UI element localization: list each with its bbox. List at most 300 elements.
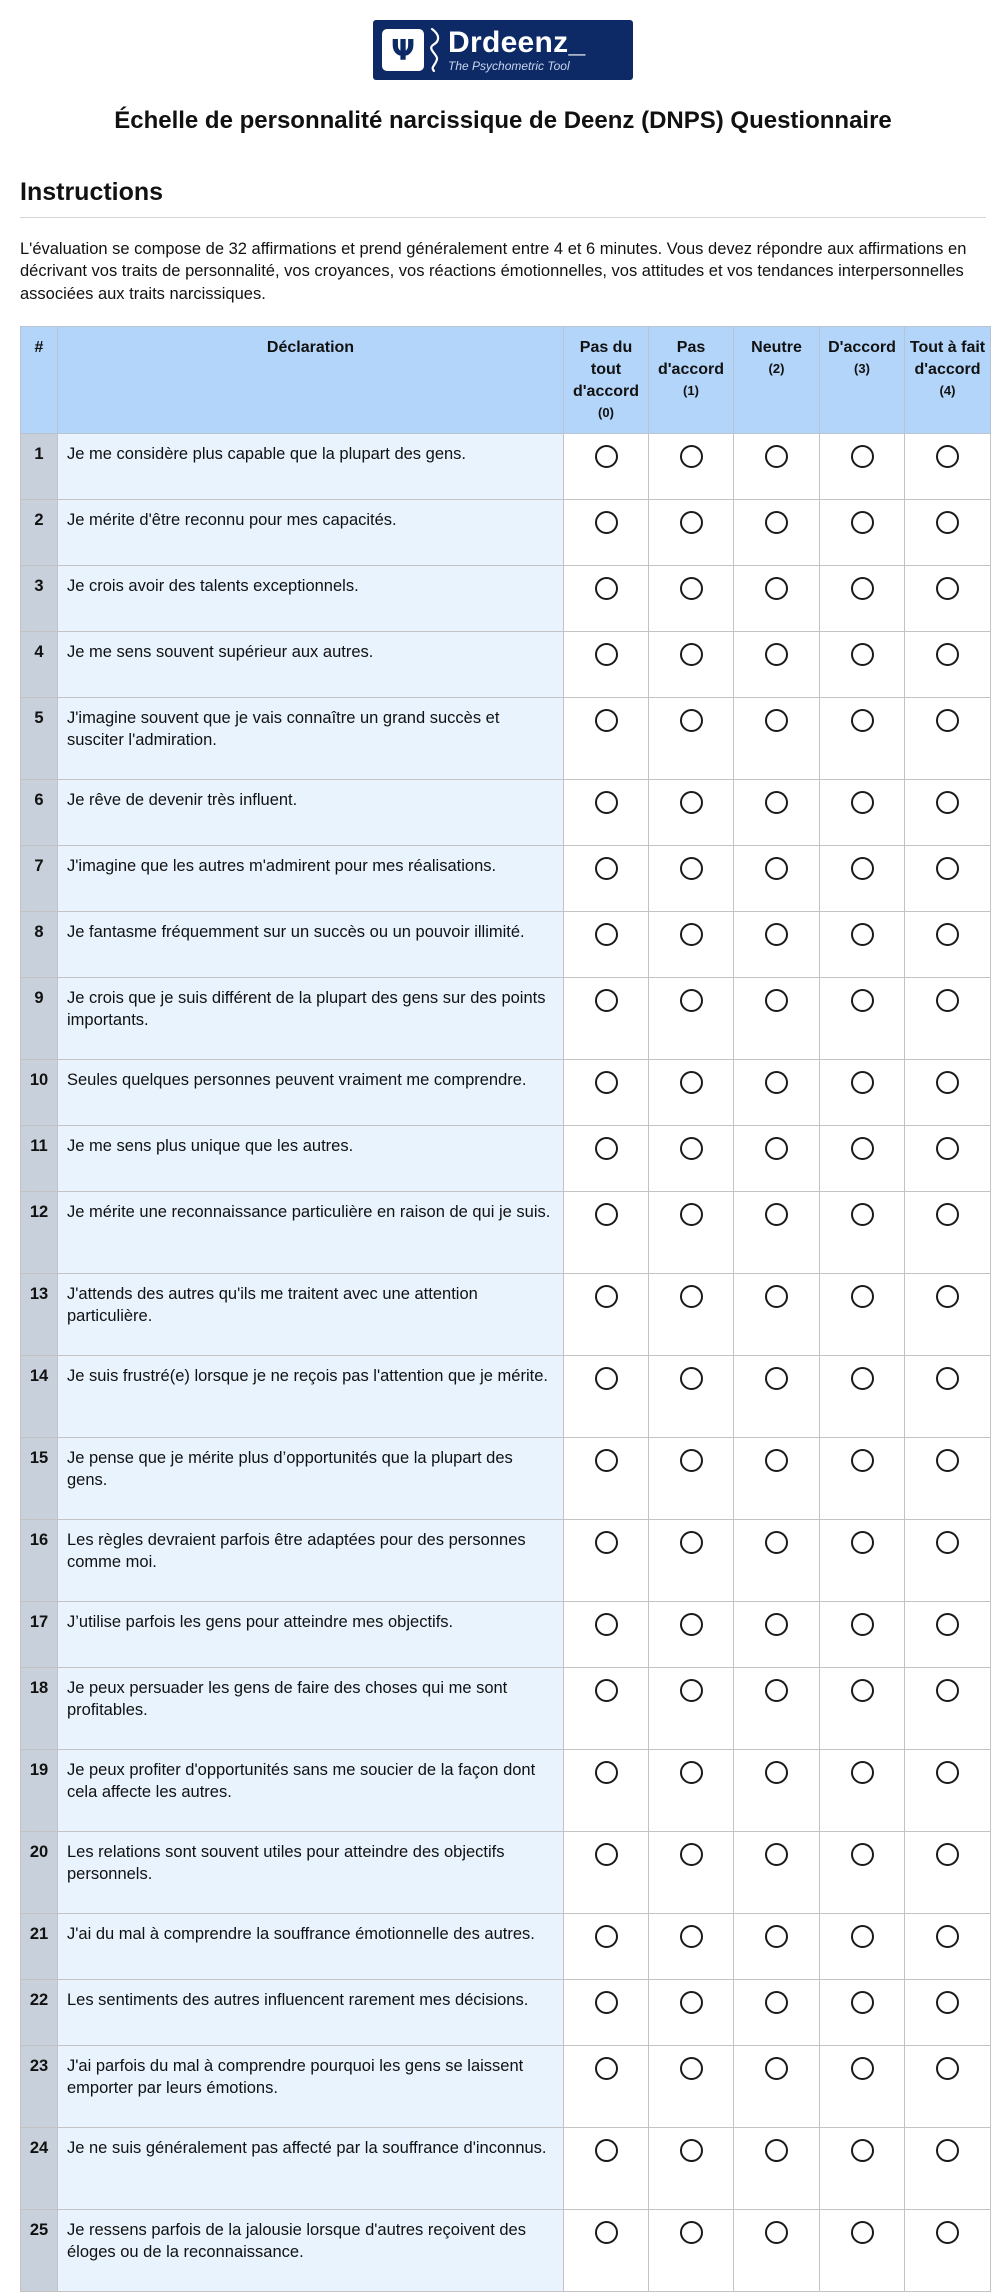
answer-radio-0[interactable] [595, 1137, 618, 1160]
answer-cell [734, 2046, 820, 2128]
question-statement: Je peux persuader les gens de faire des choses qui me sont profitables. [58, 1668, 564, 1750]
option-label: Tout à fait d'accord [909, 339, 986, 379]
answer-radio-0[interactable] [595, 1925, 618, 1948]
answer-cell [820, 2210, 905, 2292]
answer-cell [564, 1126, 649, 1192]
answer-cell [905, 978, 991, 1060]
option-code: (3) [854, 361, 870, 377]
table-row [21, 434, 991, 500]
table-row [21, 1914, 991, 1980]
answer-cell [734, 698, 820, 780]
answer-cell [649, 1832, 734, 1914]
answer-cell [905, 2128, 991, 2210]
table-row [21, 632, 991, 698]
answer-cell [649, 1274, 734, 1356]
answer-cell [564, 566, 649, 632]
answer-cell [649, 434, 734, 500]
answer-radio-2[interactable] [765, 2057, 788, 2080]
answer-cell [734, 978, 820, 1060]
answer-radio-4[interactable] [936, 857, 959, 880]
answer-radio-2[interactable] [765, 577, 788, 600]
answer-radio-3[interactable] [851, 2221, 874, 2244]
answer-cell [905, 2046, 991, 2128]
answer-cell [649, 1602, 734, 1668]
answer-cell [905, 434, 991, 500]
answer-cell [734, 912, 820, 978]
answer-cell [905, 1274, 991, 1356]
answer-radio-4[interactable] [936, 1679, 959, 1702]
answer-cell [820, 1192, 905, 1274]
answer-radio-2[interactable] [765, 2221, 788, 2244]
answer-radio-3[interactable] [851, 511, 874, 534]
answer-cell [649, 912, 734, 978]
answer-cell [734, 1750, 820, 1832]
answer-cell [734, 1438, 820, 1520]
answer-cell [734, 1192, 820, 1274]
answer-cell [734, 1126, 820, 1192]
option-label: D'accord [828, 339, 896, 357]
table-row [21, 912, 991, 978]
question-statement: Les relations sont souvent utiles pour atteindre des objectifs personnels. [58, 1832, 564, 1914]
answer-cell [820, 1750, 905, 1832]
question-number: 18 [21, 1668, 58, 1750]
answer-radio-3[interactable] [851, 577, 874, 600]
answer-cell [905, 1520, 991, 1602]
answer-cell [905, 500, 991, 566]
answer-radio-2[interactable] [765, 1531, 788, 1554]
answer-radio-0[interactable] [595, 1449, 618, 1472]
answer-radio-0[interactable] [595, 989, 618, 1012]
answer-cell [905, 2210, 991, 2292]
answer-cell [649, 1914, 734, 1980]
answer-radio-1[interactable] [680, 989, 703, 1012]
option-label: Pas d'accord [657, 339, 725, 379]
answer-radio-3[interactable] [851, 857, 874, 880]
question-statement: Je me sens plus unique que les autres. [58, 1126, 564, 1192]
answer-cell [820, 2046, 905, 2128]
table-row [21, 698, 991, 780]
instructions-text: L'évaluation se compose de 32 affirmations et prend généralement entre 4 et 6 minutes. Vous devez répondre aux affirmations en décrivant vos traits de personnalité, vos croyances, vos réactions émotionnelles, vos attitudes et vos tendances interpersonnelles associées aux traits narcissiques. [20, 239, 967, 303]
table-row [21, 1438, 991, 1520]
column-header-option-2 [734, 327, 820, 434]
answer-cell [820, 632, 905, 698]
answer-radio-2[interactable] [765, 1203, 788, 1226]
answer-radio-1[interactable] [680, 923, 703, 946]
answer-radio-1[interactable] [680, 511, 703, 534]
answer-radio-3[interactable] [851, 989, 874, 1012]
question-statement: Les règles devraient parfois être adaptées pour des personnes comme moi. [58, 1520, 564, 1602]
answer-cell [820, 434, 905, 500]
answer-cell [649, 2046, 734, 2128]
answer-radio-4[interactable] [936, 989, 959, 1012]
question-number: 14 [21, 1356, 58, 1438]
answer-cell [905, 1832, 991, 1914]
answer-radio-4[interactable] [936, 923, 959, 946]
answer-radio-3[interactable] [851, 1925, 874, 1948]
table-row [21, 1060, 991, 1126]
answer-radio-4[interactable] [936, 1991, 959, 2014]
table-row [21, 2128, 991, 2210]
table-row [21, 500, 991, 566]
column-header-statement: Déclaration [58, 327, 564, 434]
answer-radio-2[interactable] [765, 1761, 788, 1784]
answer-radio-0[interactable] [595, 1843, 618, 1866]
answer-radio-3[interactable] [851, 643, 874, 666]
answer-radio-2[interactable] [765, 1991, 788, 2014]
answer-radio-3[interactable] [851, 2139, 874, 2162]
answer-cell [820, 1832, 905, 1914]
table-row [21, 978, 991, 1060]
answer-radio-3[interactable] [851, 1203, 874, 1226]
answer-radio-3[interactable] [851, 1285, 874, 1308]
answer-cell [564, 1750, 649, 1832]
answer-radio-2[interactable] [765, 989, 788, 1012]
answer-radio-2[interactable] [765, 923, 788, 946]
answer-cell [734, 846, 820, 912]
column-header-number: # [21, 327, 58, 434]
answer-radio-4[interactable] [936, 1203, 959, 1226]
answer-radio-0[interactable] [595, 2139, 618, 2162]
answer-cell [905, 1356, 991, 1438]
table-row [21, 1980, 991, 2046]
question-statement: Les sentiments des autres influencent rarement mes décisions. [58, 1980, 564, 2046]
table-row [21, 1192, 991, 1274]
answer-cell [734, 566, 820, 632]
answer-radio-0[interactable] [595, 1991, 618, 2014]
answer-cell [820, 2128, 905, 2210]
answer-radio-3[interactable] [851, 1843, 874, 1866]
answer-radio-2[interactable] [765, 1925, 788, 1948]
question-number: 9 [21, 978, 58, 1060]
answer-radio-1[interactable] [680, 1203, 703, 1226]
answer-radio-3[interactable] [851, 1531, 874, 1554]
answer-cell [820, 1356, 905, 1438]
table-row [21, 780, 991, 846]
answer-radio-1[interactable] [680, 1991, 703, 2014]
answer-cell [564, 2128, 649, 2210]
answer-radio-0[interactable] [595, 1367, 618, 1390]
answer-radio-2[interactable] [765, 1843, 788, 1866]
table-row [21, 846, 991, 912]
question-statement: Je ne suis généralement pas affecté par la souffrance d'inconnus. [58, 2128, 564, 2210]
answer-radio-2[interactable] [765, 1285, 788, 1308]
answer-cell [734, 780, 820, 846]
answer-radio-1[interactable] [680, 1071, 703, 1094]
answer-radio-1[interactable] [680, 1367, 703, 1390]
answer-radio-0[interactable] [595, 1613, 618, 1636]
psi-logo-icon: Ψ [382, 29, 424, 71]
answer-cell [734, 2128, 820, 2210]
answer-radio-1[interactable] [680, 1137, 703, 1160]
answer-radio-2[interactable] [765, 2139, 788, 2162]
answer-cell [820, 1060, 905, 1126]
question-number: 6 [21, 780, 58, 846]
table-row [21, 1126, 991, 1192]
answer-radio-3[interactable] [851, 2057, 874, 2080]
question-number: 16 [21, 1520, 58, 1602]
answer-cell [820, 1668, 905, 1750]
answer-cell [649, 1520, 734, 1602]
question-number: 2 [21, 500, 58, 566]
answer-cell [564, 2046, 649, 2128]
answer-cell [564, 780, 649, 846]
answer-radio-0[interactable] [595, 1679, 618, 1702]
wave-line-icon [428, 27, 442, 73]
question-number: 8 [21, 912, 58, 978]
answer-radio-1[interactable] [680, 791, 703, 814]
answer-cell [649, 1668, 734, 1750]
answer-radio-4[interactable] [936, 2057, 959, 2080]
answer-cell [564, 500, 649, 566]
answer-cell [649, 1192, 734, 1274]
answer-cell [734, 1980, 820, 2046]
answer-cell [564, 632, 649, 698]
answer-radio-0[interactable] [595, 577, 618, 600]
answer-radio-4[interactable] [936, 1071, 959, 1094]
answer-cell [649, 780, 734, 846]
column-header-option-3 [820, 327, 905, 434]
answer-cell [820, 1126, 905, 1192]
question-statement: Je crois que je suis différent de la plupart des gens sur des points importants. [58, 978, 564, 1060]
answer-cell [820, 1438, 905, 1520]
instructions-heading: Instructions [20, 178, 986, 218]
answer-cell [649, 566, 734, 632]
answer-radio-0[interactable] [595, 1531, 618, 1554]
answer-radio-4[interactable] [936, 709, 959, 732]
answer-cell [820, 780, 905, 846]
answer-radio-4[interactable] [936, 643, 959, 666]
answer-cell [820, 1602, 905, 1668]
answer-cell [820, 698, 905, 780]
answer-radio-0[interactable] [595, 1071, 618, 1094]
answer-radio-1[interactable] [680, 1761, 703, 1784]
question-statement: J'imagine souvent que je vais connaître un grand succès et susciter l'admiration. [58, 698, 564, 780]
brand-text [448, 28, 585, 72]
answer-radio-3[interactable] [851, 1613, 874, 1636]
brand-name: Drdeenz_ [448, 26, 586, 59]
column-header-option-4 [905, 327, 991, 434]
answer-radio-2[interactable] [765, 1613, 788, 1636]
question-statement: Je me considère plus capable que la plupart des gens. [58, 434, 564, 500]
column-header-option-1 [649, 327, 734, 434]
answer-cell [734, 2210, 820, 2292]
answer-radio-2[interactable] [765, 511, 788, 534]
answer-cell [905, 780, 991, 846]
answer-cell [649, 632, 734, 698]
question-number: 11 [21, 1126, 58, 1192]
answer-radio-2[interactable] [765, 709, 788, 732]
document-title: Échelle de personnalité narcissique de Deenz (DNPS) Questionnaire [114, 107, 892, 134]
answer-cell [564, 1060, 649, 1126]
answer-cell [564, 912, 649, 978]
answer-radio-0[interactable] [595, 791, 618, 814]
answer-cell [564, 698, 649, 780]
question-statement: Je pense que je mérite plus d’opportunités que la plupart des gens. [58, 1438, 564, 1520]
answer-radio-4[interactable] [936, 577, 959, 600]
question-statement: Je peux profiter d'opportunités sans me soucier de la façon dont cela affecte les autres. [58, 1750, 564, 1832]
answer-radio-0[interactable] [595, 709, 618, 732]
answer-radio-2[interactable] [765, 857, 788, 880]
answer-cell [734, 1832, 820, 1914]
answer-cell [564, 1980, 649, 2046]
answer-cell [564, 1832, 649, 1914]
questionnaire-body [21, 434, 991, 2292]
answer-radio-3[interactable] [851, 1679, 874, 1702]
answer-cell [905, 1914, 991, 1980]
answer-radio-3[interactable] [851, 1137, 874, 1160]
questionnaire-table [20, 326, 991, 2292]
answer-cell [649, 1126, 734, 1192]
question-statement: J'ai du mal à comprendre la souffrance émotionnelle des autres. [58, 1914, 564, 1980]
table-row [21, 2046, 991, 2128]
answer-radio-2[interactable] [765, 1071, 788, 1094]
answer-radio-1[interactable] [680, 2057, 703, 2080]
answer-cell [905, 632, 991, 698]
question-number: 10 [21, 1060, 58, 1126]
answer-radio-4[interactable] [936, 1449, 959, 1472]
answer-radio-4[interactable] [936, 1925, 959, 1948]
answer-radio-4[interactable] [936, 1137, 959, 1160]
answer-cell [820, 978, 905, 1060]
answer-radio-2[interactable] [765, 1137, 788, 1160]
answer-radio-3[interactable] [851, 445, 874, 468]
answer-radio-4[interactable] [936, 1367, 959, 1390]
table-row [21, 2210, 991, 2292]
answer-radio-1[interactable] [680, 1285, 703, 1308]
answer-radio-1[interactable] [680, 445, 703, 468]
answer-radio-1[interactable] [680, 1679, 703, 1702]
answer-cell [905, 1438, 991, 1520]
question-statement: Je mérite une reconnaissance particulière en raison de qui je suis. [58, 1192, 564, 1274]
answer-radio-4[interactable] [936, 511, 959, 534]
answer-cell [905, 1980, 991, 2046]
answer-cell [905, 1126, 991, 1192]
answer-radio-3[interactable] [851, 709, 874, 732]
answer-radio-4[interactable] [936, 445, 959, 468]
brand-tagline: The Psychometric Tool [448, 59, 570, 73]
question-statement: Je crois avoir des talents exceptionnels. [58, 566, 564, 632]
table-row [21, 1750, 991, 1832]
answer-radio-3[interactable] [851, 1367, 874, 1390]
table-row [21, 1274, 991, 1356]
answer-radio-0[interactable] [595, 1761, 618, 1784]
answer-radio-2[interactable] [765, 643, 788, 666]
answer-cell [564, 846, 649, 912]
question-number: 12 [21, 1192, 58, 1274]
answer-radio-1[interactable] [680, 1613, 703, 1636]
option-code: (4) [939, 383, 956, 399]
answer-radio-2[interactable] [765, 1367, 788, 1390]
answer-radio-4[interactable] [936, 791, 959, 814]
answer-radio-2[interactable] [765, 1449, 788, 1472]
answer-cell [734, 1668, 820, 1750]
answer-cell [734, 1602, 820, 1668]
question-number: 3 [21, 566, 58, 632]
answer-radio-4[interactable] [936, 1843, 959, 1866]
answer-radio-0[interactable] [595, 511, 618, 534]
question-number: 1 [21, 434, 58, 500]
answer-radio-4[interactable] [936, 2221, 959, 2244]
answer-cell [649, 1356, 734, 1438]
answer-cell [905, 1750, 991, 1832]
answer-cell [905, 1192, 991, 1274]
answer-cell [734, 500, 820, 566]
answer-radio-4[interactable] [936, 1531, 959, 1554]
answer-cell [905, 566, 991, 632]
answer-cell [820, 846, 905, 912]
answer-radio-3[interactable] [851, 923, 874, 946]
answer-radio-2[interactable] [765, 445, 788, 468]
answer-radio-1[interactable] [680, 2221, 703, 2244]
answer-radio-1[interactable] [680, 857, 703, 880]
answer-radio-1[interactable] [680, 577, 703, 600]
answer-radio-0[interactable] [595, 643, 618, 666]
answer-radio-1[interactable] [680, 2139, 703, 2162]
question-number: 21 [21, 1914, 58, 1980]
question-statement: J’utilise parfois les gens pour atteindre mes objectifs. [58, 1602, 564, 1668]
answer-cell [820, 1274, 905, 1356]
answer-cell [905, 912, 991, 978]
answer-cell [734, 1520, 820, 1602]
answer-cell [734, 1356, 820, 1438]
answer-radio-4[interactable] [936, 1285, 959, 1308]
table-row [21, 566, 991, 632]
table-row [21, 1602, 991, 1668]
answer-radio-4[interactable] [936, 1761, 959, 1784]
answer-cell [649, 2210, 734, 2292]
answer-cell [564, 1192, 649, 1274]
answer-radio-3[interactable] [851, 1761, 874, 1784]
question-statement: Seules quelques personnes peuvent vraiment me comprendre. [58, 1060, 564, 1126]
answer-cell [564, 1520, 649, 1602]
answer-cell [649, 1060, 734, 1126]
answer-cell [564, 434, 649, 500]
answer-radio-0[interactable] [595, 445, 618, 468]
answer-radio-0[interactable] [595, 857, 618, 880]
answer-radio-1[interactable] [680, 1531, 703, 1554]
answer-radio-0[interactable] [595, 2221, 618, 2244]
answer-cell [734, 632, 820, 698]
answer-cell [564, 1274, 649, 1356]
answer-radio-3[interactable] [851, 1449, 874, 1472]
answer-radio-1[interactable] [680, 643, 703, 666]
answer-radio-1[interactable] [680, 1925, 703, 1948]
answer-radio-2[interactable] [765, 1679, 788, 1702]
answer-cell [820, 912, 905, 978]
question-statement: Je suis frustré(e) lorsque je ne reçois pas l'attention que je mérite. [58, 1356, 564, 1438]
answer-radio-1[interactable] [680, 709, 703, 732]
question-number: 4 [21, 632, 58, 698]
answer-radio-3[interactable] [851, 1991, 874, 2014]
answer-radio-3[interactable] [851, 1071, 874, 1094]
answer-cell [649, 978, 734, 1060]
column-header-option-0 [564, 327, 649, 434]
answer-radio-0[interactable] [595, 2057, 618, 2080]
answer-radio-1[interactable] [680, 1449, 703, 1472]
answer-radio-0[interactable] [595, 923, 618, 946]
answer-cell [649, 2128, 734, 2210]
question-number: 24 [21, 2128, 58, 2210]
answer-radio-3[interactable] [851, 791, 874, 814]
answer-radio-1[interactable] [680, 1843, 703, 1866]
answer-radio-4[interactable] [936, 2139, 959, 2162]
answer-radio-2[interactable] [765, 791, 788, 814]
question-statement: J'imagine que les autres m'admirent pour mes réalisations. [58, 846, 564, 912]
answer-radio-0[interactable] [595, 1285, 618, 1308]
answer-radio-0[interactable] [595, 1203, 618, 1226]
question-number: 19 [21, 1750, 58, 1832]
answer-radio-4[interactable] [936, 1613, 959, 1636]
